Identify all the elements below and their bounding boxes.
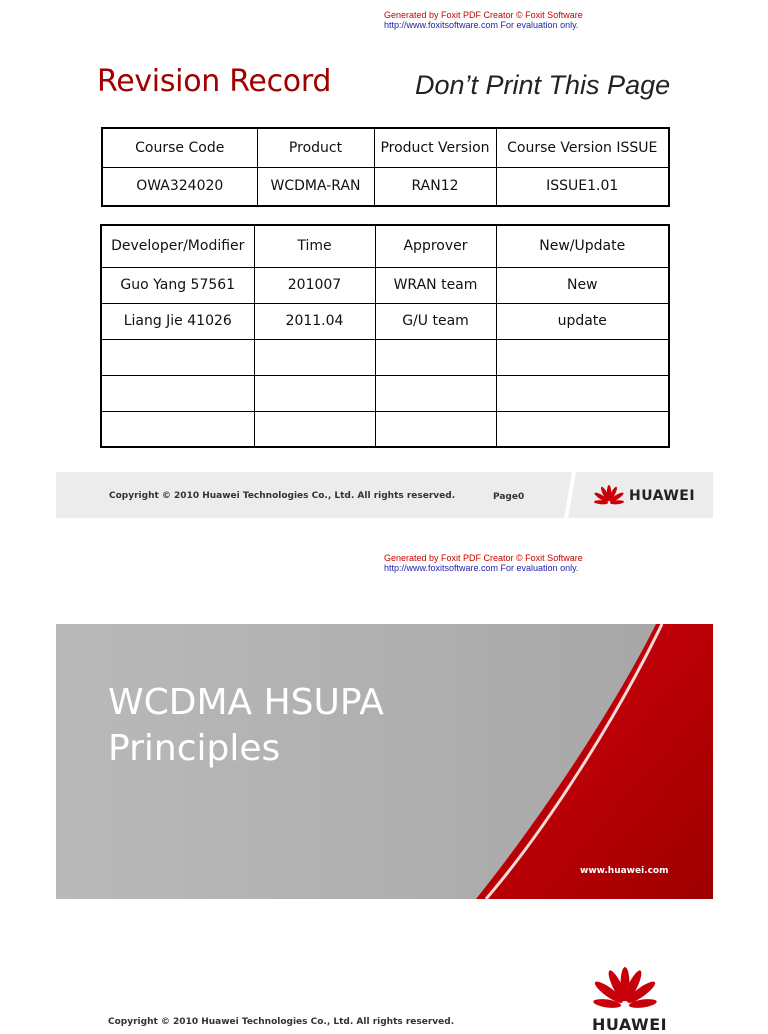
table-row xyxy=(101,267,669,303)
cover-title-line1: WCDMA HSUPA xyxy=(108,682,384,723)
table-cell: update xyxy=(496,303,669,339)
table-cell xyxy=(375,339,496,375)
table-cell xyxy=(375,411,496,447)
table-cell xyxy=(254,339,375,375)
huawei-petal-icon xyxy=(590,966,660,1016)
table-row xyxy=(101,303,669,339)
cell-product-version: RAN12 xyxy=(374,167,496,206)
watermark-line2[interactable]: http://www.foxitsoftware.com For evaluation only. xyxy=(384,563,579,573)
header-product-version: Product Version xyxy=(374,128,496,167)
table-cell: 201007 xyxy=(254,267,375,303)
footer-page-number: Page0 xyxy=(493,492,525,502)
table-header-row xyxy=(101,225,669,267)
watermark-line2[interactable]: http://www.foxitsoftware.com For evaluation only. xyxy=(384,20,579,30)
dont-print-note: Don’t Print This Page xyxy=(415,70,671,100)
foxit-watermark-top xyxy=(384,10,583,30)
huawei-wordmark: HUAWEI xyxy=(592,1015,668,1034)
revision-record-title: Revision Record xyxy=(97,64,332,99)
foxit-watermark-middle xyxy=(384,553,583,573)
table-cell xyxy=(496,339,669,375)
huawei-petal-icon xyxy=(594,485,624,507)
huawei-logo xyxy=(594,484,695,508)
watermark-line1: Generated by Foxit PDF Creator © Foxit Software xyxy=(384,10,583,20)
header-new-update: New/Update xyxy=(496,225,669,267)
header-developer: Developer/Modifier xyxy=(101,225,254,267)
huawei-logo-large xyxy=(590,966,668,1034)
table-row xyxy=(101,339,669,375)
cell-product: WCDMA-RAN xyxy=(257,167,374,206)
cell-course-code: OWA324020 xyxy=(102,167,257,206)
slide-footer xyxy=(56,472,713,518)
footer-divider xyxy=(564,472,576,518)
table-row xyxy=(102,167,669,206)
header-product: Product xyxy=(257,128,374,167)
bottom-copyright: Copyright © 2010 Huawei Technologies Co., Ltd. All rights reserved. xyxy=(108,1017,455,1027)
table-cell xyxy=(101,339,254,375)
course-info-table xyxy=(101,127,670,207)
table-cell xyxy=(496,411,669,447)
developer-table xyxy=(100,224,670,448)
cover-website[interactable]: www.huawei.com xyxy=(580,866,669,876)
table-header-row xyxy=(102,128,669,167)
table-cell: Guo Yang 57561 xyxy=(101,267,254,303)
table-cell xyxy=(101,375,254,411)
table-row xyxy=(101,411,669,447)
cover-title-line2: Principles xyxy=(108,728,281,769)
watermark-line1: Generated by Foxit PDF Creator © Foxit Software xyxy=(384,553,583,563)
header-time: Time xyxy=(254,225,375,267)
table-cell xyxy=(101,411,254,447)
table-cell: New xyxy=(496,267,669,303)
table-cell xyxy=(375,375,496,411)
footer-copyright: Copyright © 2010 Huawei Technologies Co., Ltd. All rights reserved. xyxy=(109,491,456,501)
cell-course-version-issue: ISSUE1.01 xyxy=(496,167,669,206)
huawei-wordmark: HUAWEI xyxy=(629,488,696,504)
header-course-code: Course Code xyxy=(102,128,257,167)
table-cell xyxy=(496,375,669,411)
table-cell: 2011.04 xyxy=(254,303,375,339)
table-cell xyxy=(254,375,375,411)
header-approver: Approver xyxy=(375,225,496,267)
table-row xyxy=(101,375,669,411)
cover-slide-banner xyxy=(56,624,713,899)
table-cell: Liang Jie 41026 xyxy=(101,303,254,339)
table-cell: G/U team xyxy=(375,303,496,339)
header-course-version-issue: Course Version ISSUE xyxy=(496,128,669,167)
table-cell xyxy=(254,411,375,447)
cover-title xyxy=(108,680,384,772)
table-cell: WRAN team xyxy=(375,267,496,303)
